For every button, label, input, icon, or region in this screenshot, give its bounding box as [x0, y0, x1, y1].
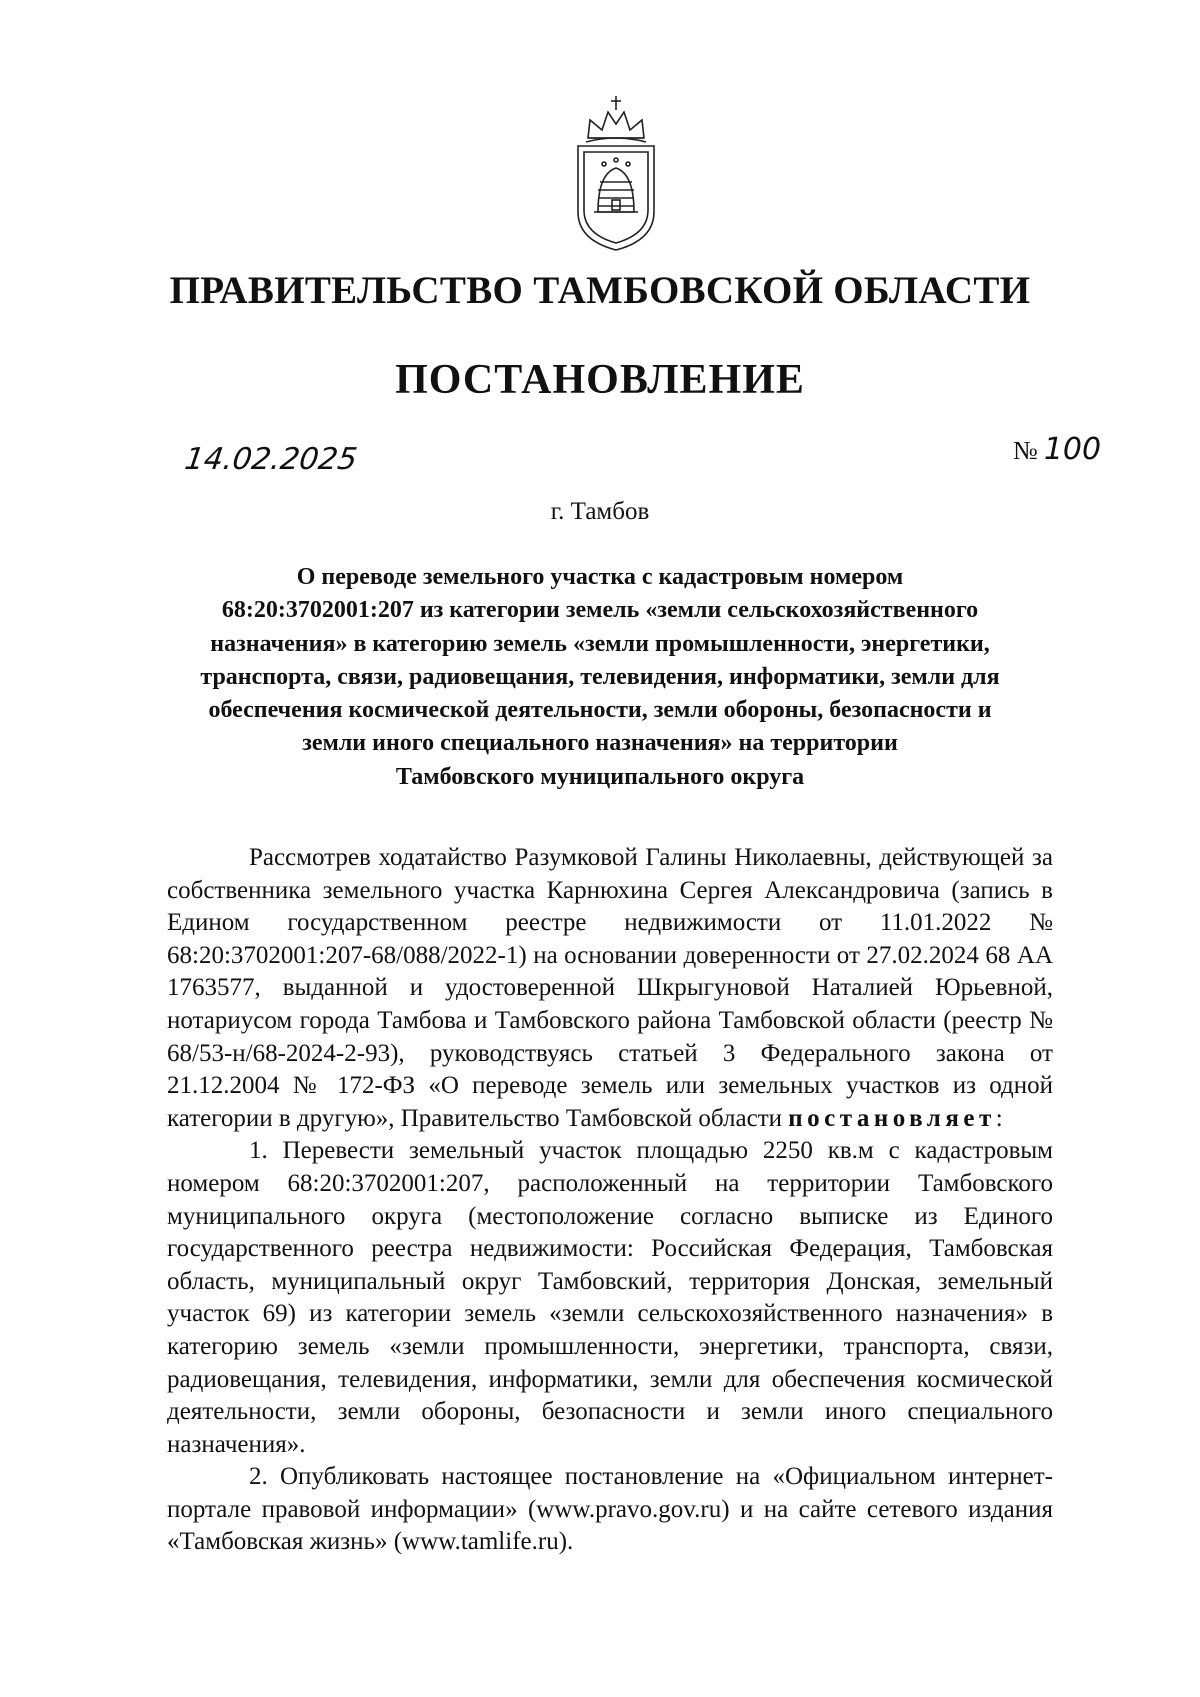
document-body: [167, 842, 1053, 1559]
document-date: 14.02.2025: [182, 442, 360, 477]
document-type-title: ПОСТАНОВЛЕНИЕ: [395, 357, 805, 403]
subject-line: назначения» в категорию земель «земли промышленности, энергетики,: [210, 630, 990, 657]
preamble-paragraph: [167, 842, 1053, 1135]
decree-colon: :: [995, 1104, 1003, 1132]
number-prefix: №: [1013, 436, 1038, 465]
item-1-paragraph: 1. Перевести земельный участок площадью 2250 кв.м с кадастровым номером 68:20:3702001:207, расположенный на территории Тамбовского муниципального округа (местоположение согласно выписке из Единого государственного реестра недвижимости: Российская Федерация, Тамбовская область, муниципальный округ Тамбовский, территория Донская, земельный участок 69) из категории земель «земли сельскохозяйственного назначения» в категорию земель «земли промышленности, энергетики, транспорта, связи, радиовещания, телевидения, информатики, земли для обеспечения космической деятельности, земли обороны, безопасности и земли иного специального назначения».: [167, 1137, 1053, 1458]
subject-line: Тамбовского муниципального округа: [395, 763, 805, 790]
subject-line: обеспечения космической деятельности, земли обороны, безопасности и: [208, 697, 992, 724]
subject-line: О переводе земельного участка с кадастровым номером: [296, 564, 904, 590]
subject-line: транспорта, связи, радиовещания, телевидения, информатики, земли для: [200, 663, 1000, 690]
subject-line: земли иного специального назначения» на территории: [302, 730, 898, 757]
number-value: 100: [1043, 432, 1102, 467]
subject-line: 68:20:3702001:207 из категории земель «земли сельскохозяйственного: [221, 597, 979, 624]
city: г. Тамбов: [550, 498, 650, 525]
document-subject: [150, 561, 1050, 794]
item-2-paragraph: 2. Опубликовать настоящее постановление на «Официальном интернет-портале правовой информации» (www.pravo.gov.ru) и на сайте сетевого издания «Тамбовская жизнь» (www.tamlife.ru).: [167, 1463, 1053, 1556]
preamble-text: Рассмотрев ходатайство Разумковой Галины Николаевны, действующей за собственника земельного участка Карнюхина Сергея Александровича (запись в Едином государственном реестре недвижимости от 11.01.2022 № 68:20:3702001:207-68/088/2022-1) на основании доверенности от 27.02.2024 68 АА 1763577, выданной и удостоверенной Шкрыгуновой Наталией Юрьевной, нотариусом города Тамбова и Тамбовского района Тамбовской области (реестр № 68/53-н/68-2024-2-93), руководствуясь статьей 3 Федерального закона от 21.12.2004 № 172-ФЗ «О переводе земель или земельных участков из одной категории в другую», Правительство Тамбовской области: [167, 844, 1053, 1132]
decree-word: постановляет: [788, 1104, 996, 1132]
organization-title: ПРАВИТЕЛЬСТВО ТАМБОВСКОЙ ОБЛАСТИ: [169, 269, 1031, 312]
coat-of-arms-icon: [568, 94, 664, 254]
document-number: [1013, 432, 1101, 467]
